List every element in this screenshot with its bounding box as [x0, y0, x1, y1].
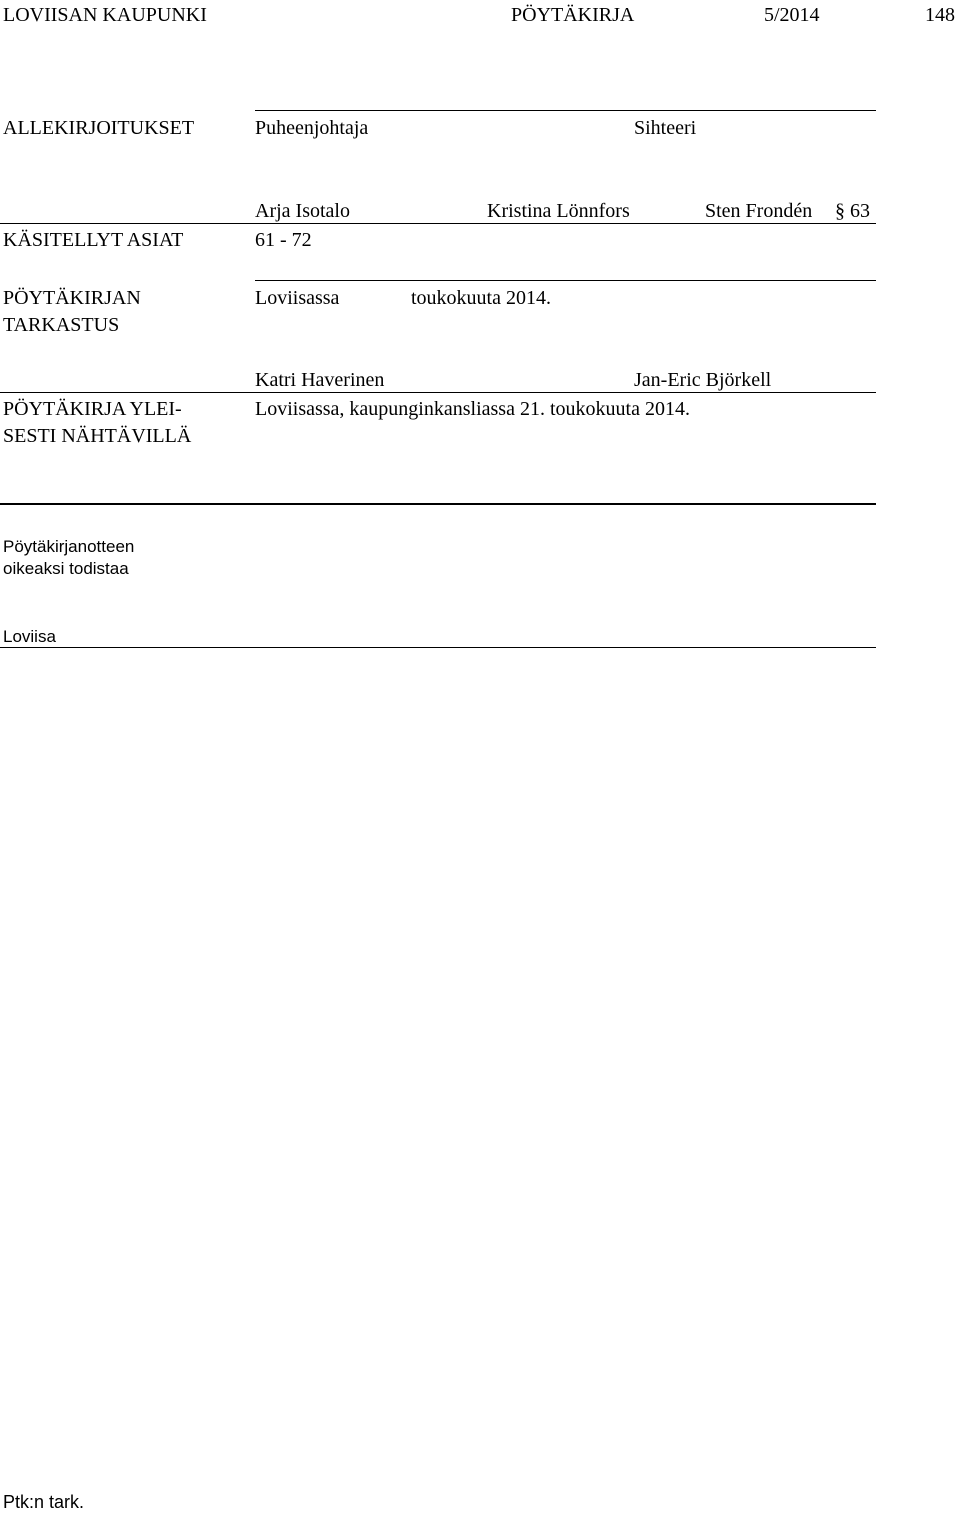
reviewer-2: Jan-Eric Björkell	[634, 369, 772, 391]
meeting-number: 5/2014	[764, 4, 820, 26]
handled-value: 61 - 72	[255, 229, 312, 251]
public-label-line1: PÖYTÄKIRJA YLEI-	[3, 398, 182, 420]
review-place: Loviisassa	[255, 287, 340, 309]
review-top-rule	[255, 280, 876, 281]
certification-line1: Pöytäkirjanotteen	[3, 537, 135, 556]
review-date: toukokuuta 2014.	[411, 287, 551, 309]
public-top-rule	[0, 392, 876, 393]
organization-name: LOVIISAN KAUPUNKI	[3, 4, 207, 26]
signatures-top-rule	[255, 110, 876, 111]
reviewer-1: Katri Haverinen	[255, 369, 385, 391]
review-label-line1: PÖYTÄKIRJAN	[3, 287, 141, 309]
page-number: 148	[925, 4, 955, 26]
handled-top-rule	[0, 223, 876, 224]
document-type: PÖYTÄKIRJA	[511, 4, 635, 26]
certification-line2: oikeaksi todistaa	[3, 559, 129, 578]
certification-signature-line	[0, 647, 876, 648]
chair-role: Puheenjohtaja	[255, 117, 369, 139]
review-label-line2: TARKASTUS	[3, 314, 120, 336]
public-display-text: Loviisassa, kaupunginkansliassa 21. toukokuuta 2014.	[255, 398, 690, 420]
secretary-name: Kristina Lönnfors	[487, 200, 630, 222]
handled-label: KÄSITELLYT ASIAT	[3, 229, 184, 251]
certification-place: Loviisa	[3, 627, 56, 646]
reviewer-initials-label: Ptk:n tark.	[3, 1492, 85, 1512]
chair-name: Arja Isotalo	[255, 200, 350, 222]
secretary-role: Sihteeri	[634, 117, 697, 139]
public-label-line2: SESTI NÄHTÄVILLÄ	[3, 425, 192, 447]
certification-top-rule	[0, 503, 876, 505]
section-mark: § 63	[835, 200, 870, 222]
second-secretary-name: Sten Frondén	[705, 200, 813, 222]
signatures-label: ALLEKIRJOITUKSET	[3, 117, 195, 139]
